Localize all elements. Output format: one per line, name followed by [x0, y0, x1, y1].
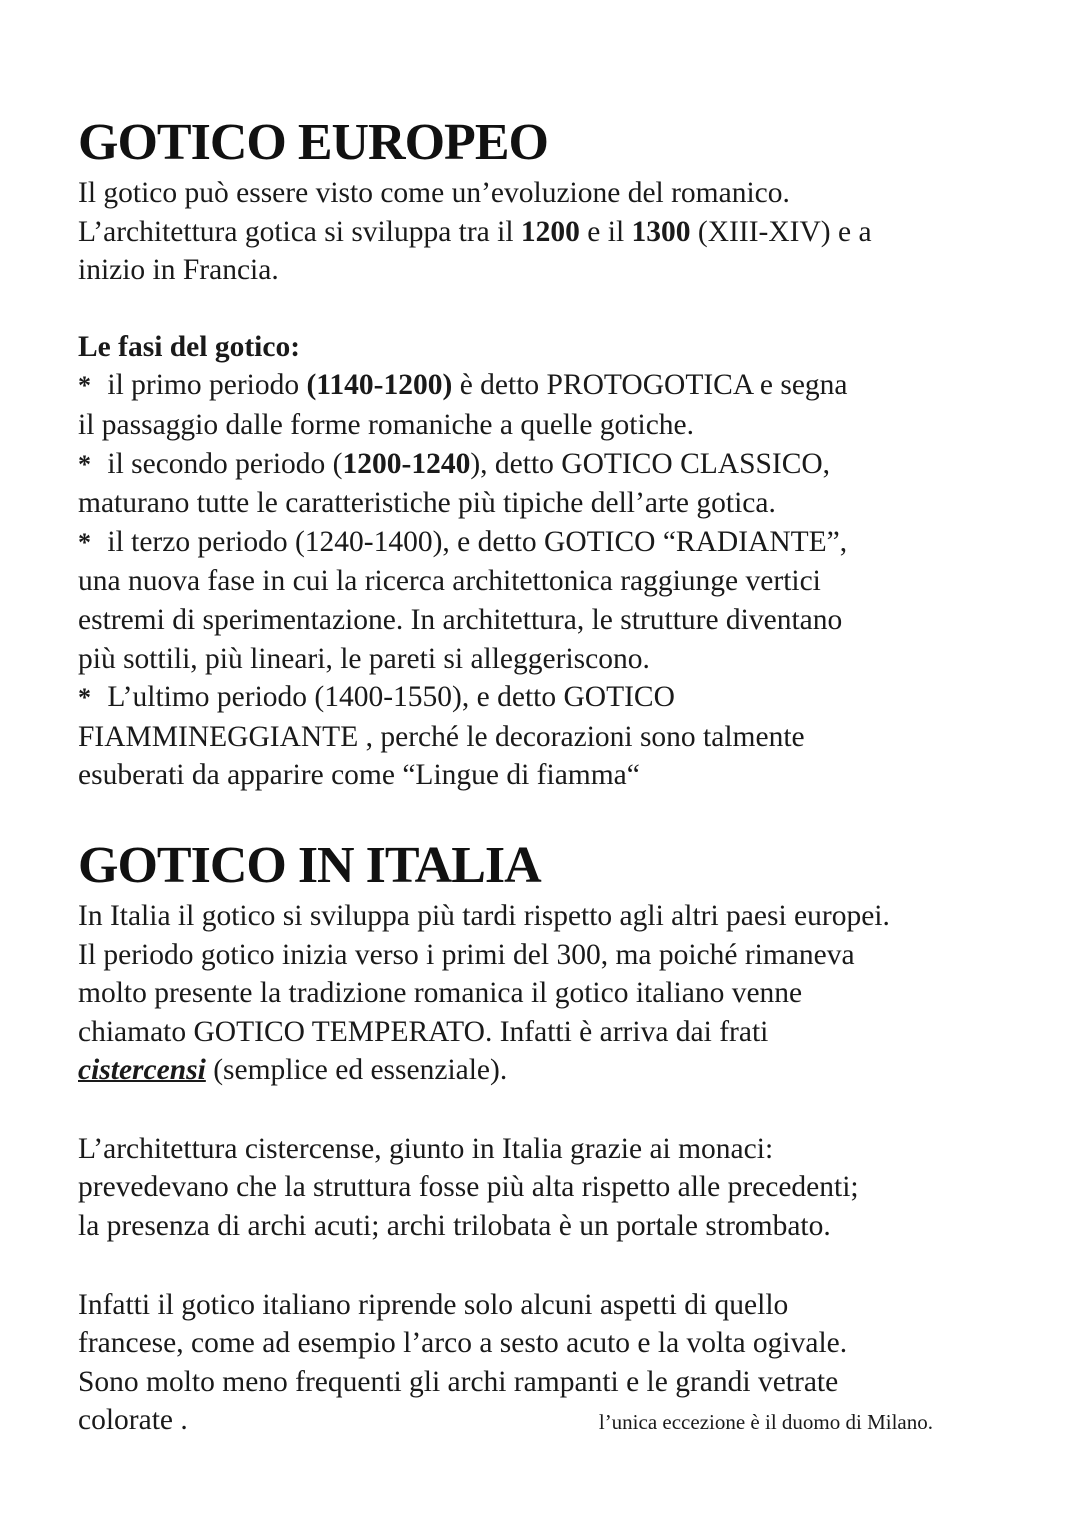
document-content	[78, 112, 1018, 1442]
period-bold: (1140-1200)	[306, 369, 453, 402]
paragraph-line: L’architettura cistercense, giunto in Italia grazie ai monaci:	[78, 1132, 774, 1165]
paragraph-line: prevedevano che la struttura fosse più alta rispetto alle precedenti;	[78, 1171, 859, 1204]
paragraph-line: molto presente la tradizione romanica il gotico italiano venne	[78, 977, 803, 1010]
section-title-gotico-italia: GOTICO IN ITALIA	[78, 836, 541, 894]
text-span: il secondo periodo (	[100, 447, 343, 480]
text-span: e il	[579, 215, 632, 248]
text-span: inizio in Francia.	[78, 254, 279, 287]
spacer	[78, 1090, 1018, 1130]
phase-item	[78, 678, 1018, 718]
bullet-icon: *	[78, 527, 91, 557]
bullet-icon: *	[78, 683, 91, 713]
text-span: L’architettura gotica si sviluppa tra il	[78, 215, 521, 248]
phase-item	[78, 366, 1018, 406]
phase-line: maturano tutte le caratteristiche più tipiche dell’arte gotica.	[78, 487, 776, 520]
paragraph-line: Sono molto meno frequenti gli archi rampanti e le grandi vetrate	[78, 1365, 839, 1398]
paragraph-last-line	[78, 1401, 933, 1442]
milano-note: l’unica eccezione è il duomo di Milano.	[598, 1410, 933, 1435]
text-span: (semplice ed essenziale).	[205, 1054, 508, 1087]
phase-line: estremi di sperimentazione. In architettura, le strutture diventano	[78, 603, 843, 636]
text-span: il primo periodo	[100, 369, 307, 402]
text-span: colorate .	[78, 1404, 188, 1437]
paragraph-line: Il periodo gotico inizia verso i primi del 300, ma poiché rimaneva	[78, 938, 855, 971]
spacer	[78, 1246, 1018, 1286]
text-span: il terzo periodo (1240-1400), e detto GOTICO “RADIANTE”,	[100, 525, 848, 558]
paragraph-line: francese, come ad esempio l’arco a sesto acuto e la volta ogivale.	[78, 1327, 848, 1360]
intro-line	[78, 174, 1018, 213]
text-span: Il gotico può essere visto come un’evoluzione del romanico.	[78, 177, 790, 209]
phase-item	[78, 445, 1018, 485]
intro-line	[78, 251, 1018, 290]
paragraph-line: la presenza di archi acuti; archi trilobata è un portale strombato.	[78, 1210, 831, 1243]
text-span: ), detto GOTICO CLASSICO,	[470, 447, 831, 480]
text-span: (XIII-XIV) e a	[690, 215, 872, 248]
paragraph-line: In Italia il gotico si sviluppa più tardi rispetto agli altri paesi europei.	[78, 899, 890, 932]
phase-line: più sottili, più lineari, le pareti si alleggeriscono.	[78, 642, 650, 675]
phase-line: una nuova fase in cui la ricerca architettonica raggiunge vertici	[78, 565, 821, 598]
paragraph-line: Infatti il gotico italiano riprende solo alcuni aspetti di quello	[78, 1288, 789, 1321]
bullet-icon: *	[78, 449, 91, 479]
text-span: L’ultimo periodo (1400-1550), e detto GOTICO	[100, 681, 675, 714]
bullet-icon: *	[78, 371, 91, 401]
year-bold: 1300	[631, 215, 691, 248]
intro-line	[78, 213, 1018, 252]
paragraph-line: chiamato GOTICO TEMPERATO. Infatti è arriva dai frati	[78, 1015, 769, 1048]
phase-line: FIAMMINEGGIANTE , perché le decorazioni sono talmente	[78, 720, 805, 753]
paragraph-line	[78, 1051, 1018, 1090]
phase-line: esuberati da apparire come “Lingue di fiamma“	[78, 759, 640, 792]
section-title-gotico-europeo: GOTICO EUROPEO	[78, 114, 548, 171]
year-bold: 1200	[520, 215, 580, 248]
phase-item	[78, 523, 1018, 563]
phases-heading: Le fasi del gotico:	[78, 330, 301, 363]
spacer	[78, 290, 1018, 328]
phase-line: il passaggio dalle forme romaniche a quelle gotiche.	[78, 408, 694, 441]
text-span: è detto PROTOGOTICA e segna	[452, 369, 848, 402]
period-bold: 1200-1240	[342, 447, 471, 480]
cistercensi-term: cistercensi	[78, 1054, 206, 1087]
